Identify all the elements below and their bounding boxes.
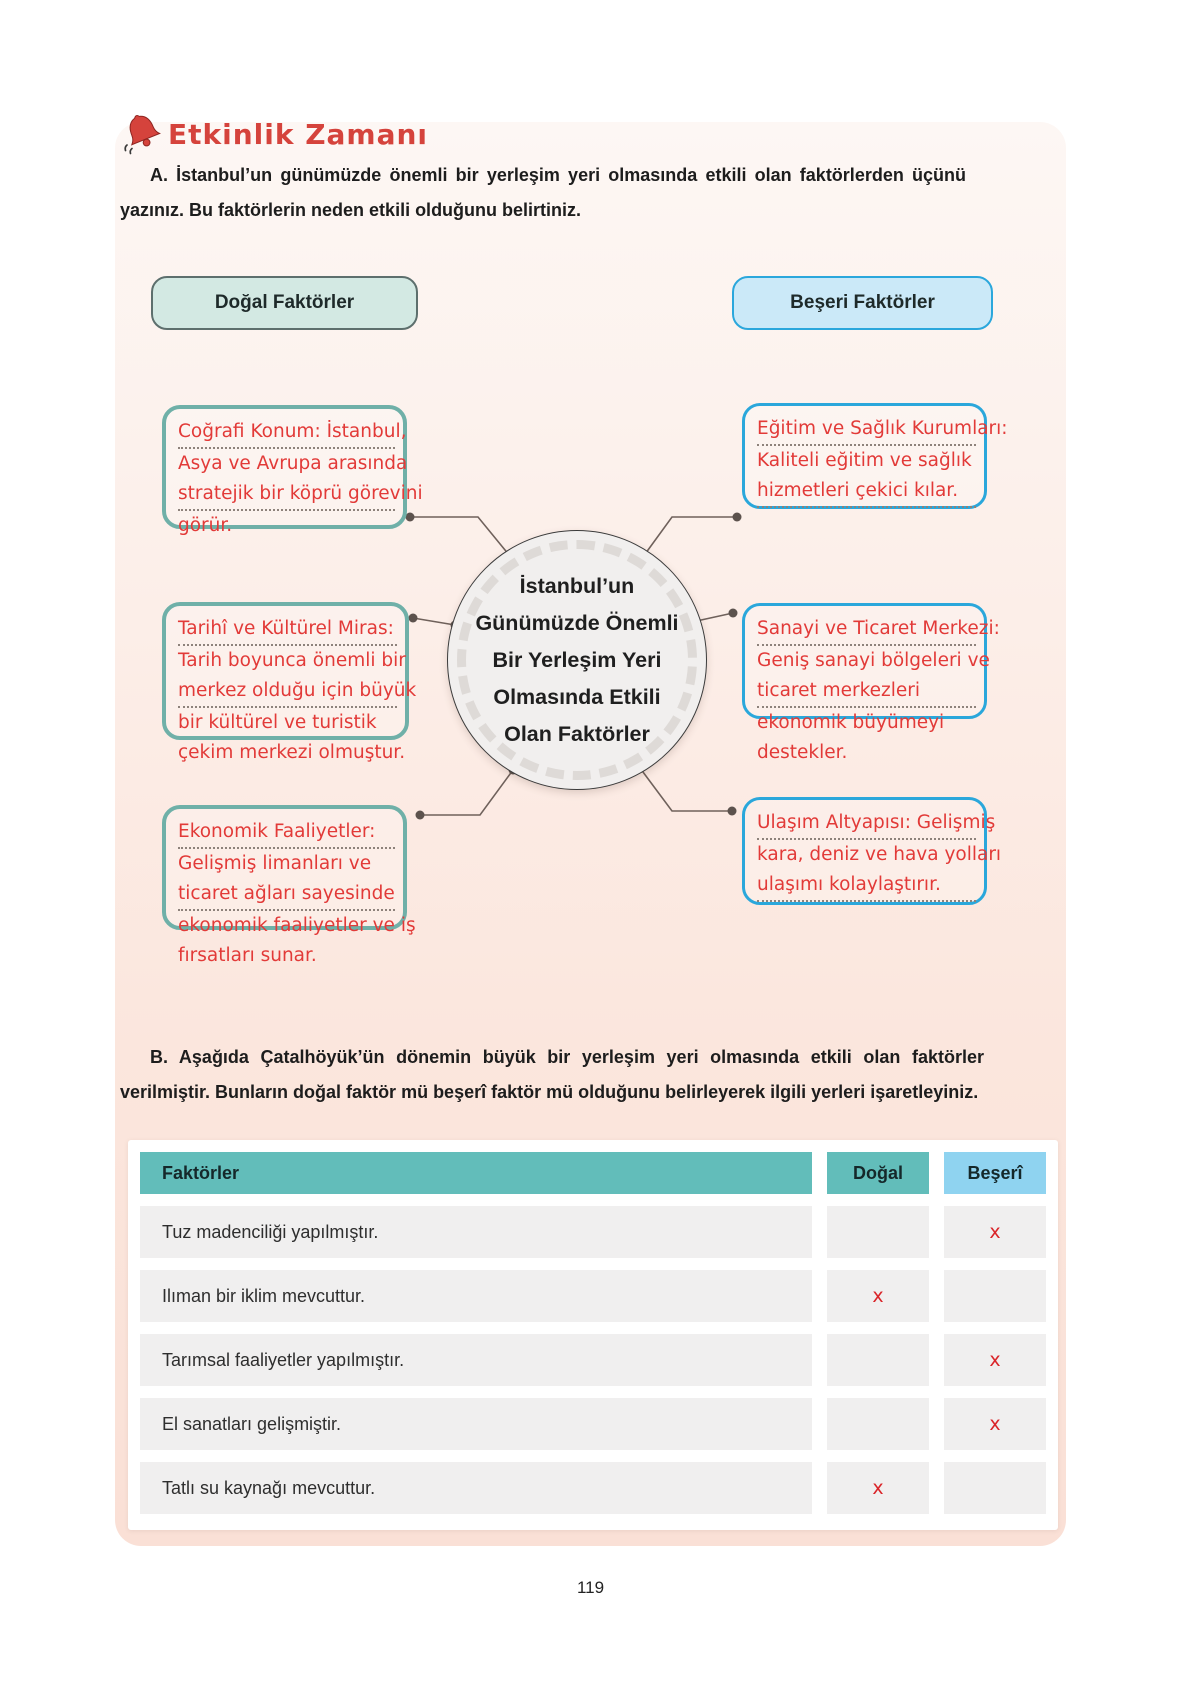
table-row-label: El sanatları gelişmiştir. bbox=[140, 1398, 812, 1450]
mark-cell-natural[interactable]: x bbox=[827, 1270, 929, 1322]
answer-line: ekonomik faaliyetler ve iş bbox=[178, 915, 416, 936]
factors-table bbox=[128, 1140, 1058, 1530]
answer-line: Sanayi ve Ticaret Merkezi: bbox=[757, 614, 976, 646]
mark-cell-natural[interactable] bbox=[827, 1398, 929, 1450]
answer-line: ekonomik büyümeyi bbox=[757, 712, 945, 733]
answer-line: fırsatları sunar. bbox=[178, 945, 317, 966]
section-a-instruction: A. İstanbul’un günümüzde önemli bir yerleşim yeri olmasında etkili olan faktörlerden üçünü yazınız. Bu faktörlerin neden etkili olduğunu belirtiniz. bbox=[120, 165, 966, 220]
mark-cell-human[interactable]: x bbox=[944, 1334, 1046, 1386]
mark-cell-human[interactable] bbox=[944, 1270, 1046, 1322]
mark-cell-natural[interactable]: x bbox=[827, 1462, 929, 1514]
answer-line: ticaret ağları sayesinde bbox=[178, 879, 395, 911]
table-header-human: Beşerî bbox=[944, 1152, 1046, 1194]
answer-line: stratejik bir köprü görevini bbox=[178, 479, 395, 511]
answer-line: Asya ve Avrupa arasında bbox=[178, 453, 408, 474]
answer-line: merkez olduğu için büyük bbox=[178, 676, 397, 708]
answer-box-education-health[interactable] bbox=[742, 403, 1008, 509]
table-row-label: Tuz madenciliği yapılmıştır. bbox=[140, 1206, 812, 1258]
table-header-factors: Faktörler bbox=[140, 1152, 812, 1194]
answer-line: Ulaşım Altyapısı: Gelişmiş bbox=[757, 808, 976, 840]
answer-line: ticaret merkezleri bbox=[757, 676, 976, 708]
answer-line: Eğitim ve Sağlık Kurumları: bbox=[757, 414, 976, 446]
answer-box-transport-infrastructure[interactable] bbox=[742, 797, 1002, 905]
answer-line: Gelişmiş limanları ve bbox=[178, 853, 372, 874]
mindmap-center-title bbox=[475, 568, 678, 753]
answer-box-industry-trade[interactable] bbox=[742, 603, 1000, 763]
mark-cell-human[interactable] bbox=[944, 1462, 1046, 1514]
answer-line: Tarihî ve Kültürel Miras: bbox=[178, 614, 397, 646]
mindmap-center-node bbox=[447, 530, 707, 790]
center-title-line: Günümüzde Önemli bbox=[475, 610, 679, 635]
mark-cell-human[interactable]: x bbox=[944, 1398, 1046, 1450]
table-row-label: Tarımsal faaliyetler yapılmıştır. bbox=[140, 1334, 812, 1386]
page-number: 119 bbox=[576, 1578, 605, 1597]
mark-cell-natural[interactable] bbox=[827, 1206, 929, 1258]
answer-line: hizmetleri çekici kılar. bbox=[757, 476, 976, 508]
answer-line: çekim merkezi olmuştur. bbox=[178, 742, 406, 763]
natural-factors-label: Doğal Faktörler bbox=[151, 276, 418, 330]
answer-line: Coğrafi Konum: İstanbul, bbox=[178, 417, 395, 449]
answer-box-historical-heritage[interactable] bbox=[162, 602, 417, 763]
page-title: Etkinlik Zamanı bbox=[168, 117, 429, 151]
center-title-line: Olmasında Etkili bbox=[493, 684, 661, 709]
center-title-line: Olan Faktörler bbox=[504, 721, 650, 746]
answer-line: Ekonomik Faaliyetler: bbox=[178, 817, 395, 849]
human-factors-label: Beşeri Faktörler bbox=[732, 276, 993, 330]
answer-line: Kaliteli eğitim ve sağlık bbox=[757, 450, 972, 471]
section-b-instruction: B. Aşağıda Çatalhöyük’ün dönemin büyük bir yerleşim yeri olmasında etkili olan faktörler verilmiştir. Bunların doğal faktör mü beşerî faktör mü olduğunu belirleyerek ilgili yerleri işaretleyiniz. bbox=[120, 1047, 984, 1102]
answer-line: kara, deniz ve hava yolları bbox=[757, 844, 1002, 865]
activity-header bbox=[120, 112, 428, 156]
mark-cell-human[interactable]: x bbox=[944, 1206, 1046, 1258]
answer-line: ulaşımı kolaylaştırır. bbox=[757, 870, 976, 902]
center-title-line: İstanbul’un bbox=[519, 573, 635, 598]
answer-line: görür. bbox=[178, 515, 233, 536]
answer-line: destekler. bbox=[757, 742, 848, 763]
answer-line: Geniş sanayi bölgeleri ve bbox=[757, 650, 990, 671]
table-header-natural: Doğal bbox=[827, 1152, 929, 1194]
table-row-label: Tatlı su kaynağı mevcuttur. bbox=[140, 1462, 812, 1514]
answer-line: bir kültürel ve turistik bbox=[178, 712, 377, 733]
answer-box-geographic-location[interactable] bbox=[162, 405, 423, 536]
answer-line: Tarih boyunca önemli bir bbox=[178, 650, 406, 671]
center-title-line: Bir Yerleşim Yeri bbox=[492, 647, 662, 672]
bell-icon bbox=[120, 112, 162, 156]
table-row-label: Ilıman bir iklim mevcuttur. bbox=[140, 1270, 812, 1322]
answer-box-economic-activities[interactable] bbox=[162, 805, 416, 966]
mark-cell-natural[interactable] bbox=[827, 1334, 929, 1386]
